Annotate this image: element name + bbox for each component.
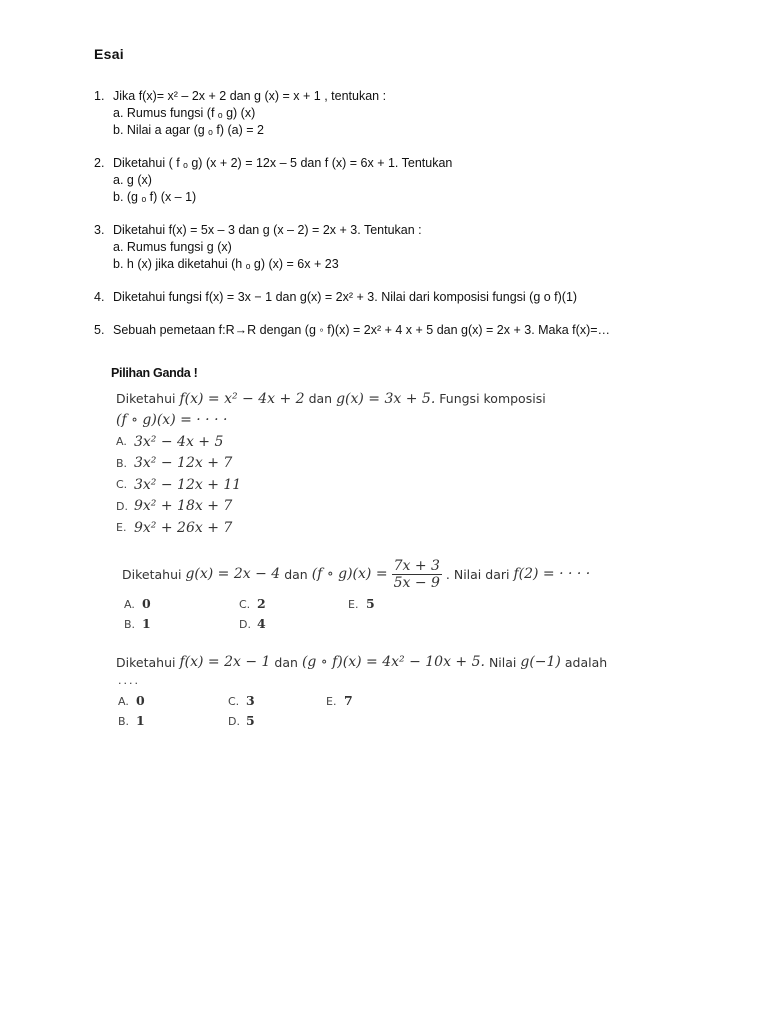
answer-option[interactable]	[124, 616, 151, 631]
option-label: C.	[116, 478, 128, 492]
answer-option[interactable]	[118, 713, 145, 728]
essay-question-5	[94, 322, 734, 339]
option-value: 0	[142, 596, 151, 611]
option-value: 9x² + 26x + 7	[134, 519, 233, 536]
function-g-definition: g(x) = 3x + 5.	[336, 390, 436, 407]
option-label: A.	[118, 695, 129, 708]
sub-question: b. (g ₒ f) (x – 1)	[113, 190, 197, 204]
sub-question: a. g (x)	[113, 173, 152, 187]
option-label: D.	[228, 715, 240, 728]
question-number: 5.	[94, 323, 105, 337]
option-value: 3x² − 12x + 11	[134, 476, 242, 493]
question-text: . Nilai dari	[445, 566, 510, 582]
question-stem: Sebuah pemetaan f:R→R dengan (g ◦ f)(x) = 2x² + 4 x + 5 dan g(x) = 2x + 3. Maka f(x)=…	[113, 323, 611, 337]
question-number: 3.	[94, 223, 105, 237]
answer-option[interactable]	[326, 693, 353, 708]
mc-question-2	[122, 556, 590, 636]
function-g-definition: g(x) = 2x − 4	[185, 566, 281, 582]
question-text: Nilai	[488, 654, 517, 670]
question-stem: Diketahui f(x) = 5x – 3 dan g (x – 2) = 2x + 3. Tentukan :	[113, 223, 422, 237]
sub-question: b. Nilai a agar (g ₒ f) (a) = 2	[113, 123, 264, 137]
ellipsis: ....	[118, 674, 140, 687]
question-text: dan	[274, 654, 298, 670]
option-value: 7	[344, 693, 353, 708]
essay-question-4	[94, 289, 734, 306]
question-text: Diketahui	[116, 391, 176, 407]
option-value: 5	[366, 596, 375, 611]
option-value: 3x² − 4x + 5	[134, 433, 224, 450]
option-label: C.	[239, 598, 251, 611]
option-label: B.	[124, 618, 136, 631]
answer-option[interactable]	[348, 596, 375, 611]
mc-question-1	[116, 388, 546, 539]
question-text: Fungsi komposisi	[439, 391, 546, 407]
answer-option[interactable]	[228, 713, 255, 728]
function-f-definition: f(x) = x² − 4x + 2	[179, 390, 305, 407]
option-label: B.	[118, 715, 130, 728]
answer-option[interactable]	[239, 616, 266, 631]
sub-question: a. Rumus fungsi g (x)	[113, 240, 232, 254]
option-label: A.	[124, 598, 135, 611]
question-stem: Diketahui ( f ₒ g) (x + 2) = 12x – 5 dan f (x) = 6x + 1. Tentukan	[113, 156, 453, 170]
answer-option[interactable]	[116, 496, 546, 518]
question-number: 2.	[94, 156, 105, 170]
answer-option[interactable]	[228, 693, 255, 708]
question-text: Diketahui	[122, 566, 182, 582]
question-stem: Diketahui fungsi f(x) = 3x − 1 dan g(x) = 2x² + 3. Nilai dari komposisi fungsi (g o f)(1)	[113, 290, 578, 304]
option-label: D.	[116, 499, 128, 513]
option-value: 1	[142, 616, 151, 631]
answer-option[interactable]	[124, 596, 151, 611]
answer-option[interactable]	[116, 431, 546, 453]
option-value: 1	[136, 713, 145, 728]
fraction-numerator: 7x + 3	[393, 557, 440, 574]
composition-expression: (f ∘ g)(x) =	[311, 566, 388, 582]
composition-expression: (f ∘ g)(x) = · · · ·	[116, 412, 228, 429]
question-number: 1.	[94, 89, 105, 103]
question-text: dan	[308, 391, 333, 407]
option-value: 9x² + 18x + 7	[134, 498, 233, 515]
asked-value: f(2) = · · · ·	[513, 566, 591, 582]
answer-option[interactable]	[239, 596, 266, 611]
essay-question-2	[94, 155, 734, 206]
sub-question: a. Rumus fungsi (f ₒ g) (x)	[113, 106, 256, 120]
option-value: 0	[136, 693, 145, 708]
option-label: C.	[228, 695, 240, 708]
option-value: 4	[257, 616, 266, 631]
function-f-definition: f(x) = 2x − 1	[179, 654, 271, 670]
option-label: D.	[239, 618, 251, 631]
option-value: 2	[257, 596, 266, 611]
fraction-denominator: 5x − 9	[393, 574, 440, 591]
question-number: 4.	[94, 290, 105, 304]
essay-question-1	[94, 88, 734, 139]
option-label: A.	[116, 435, 127, 449]
fraction	[392, 558, 442, 591]
mc-question-3	[116, 652, 607, 733]
option-value: 3	[246, 693, 255, 708]
multiple-choice-heading: Pilihan Ganda !	[111, 366, 198, 380]
option-label: E.	[116, 521, 127, 535]
answer-option[interactable]	[118, 693, 145, 708]
question-text: Diketahui	[116, 654, 176, 670]
option-label: E.	[326, 695, 337, 708]
question-text: dan	[284, 566, 308, 582]
essay-question-list	[94, 88, 734, 355]
question-stem: Jika f(x)= x² – 2x + 2 dan g (x) = x + 1 , tentukan :	[113, 89, 387, 103]
composition-expression: (g ∘ f)(x) = 4x² − 10x + 5.	[301, 654, 485, 670]
answer-option[interactable]	[116, 453, 546, 475]
option-label: B.	[116, 456, 128, 470]
option-label: E.	[348, 598, 359, 611]
answer-option[interactable]	[116, 517, 546, 539]
page-title: Esai	[94, 46, 124, 62]
asked-value: g(−1)	[520, 654, 561, 670]
essay-question-3	[94, 222, 734, 273]
question-text: adalah	[564, 654, 608, 670]
option-value: 3x² − 12x + 7	[134, 455, 233, 472]
sub-question: b. h (x) jika diketahui (h ₒ g) (x) = 6x + 23	[113, 257, 339, 271]
option-value: 5	[246, 713, 255, 728]
answer-option[interactable]	[116, 474, 546, 496]
